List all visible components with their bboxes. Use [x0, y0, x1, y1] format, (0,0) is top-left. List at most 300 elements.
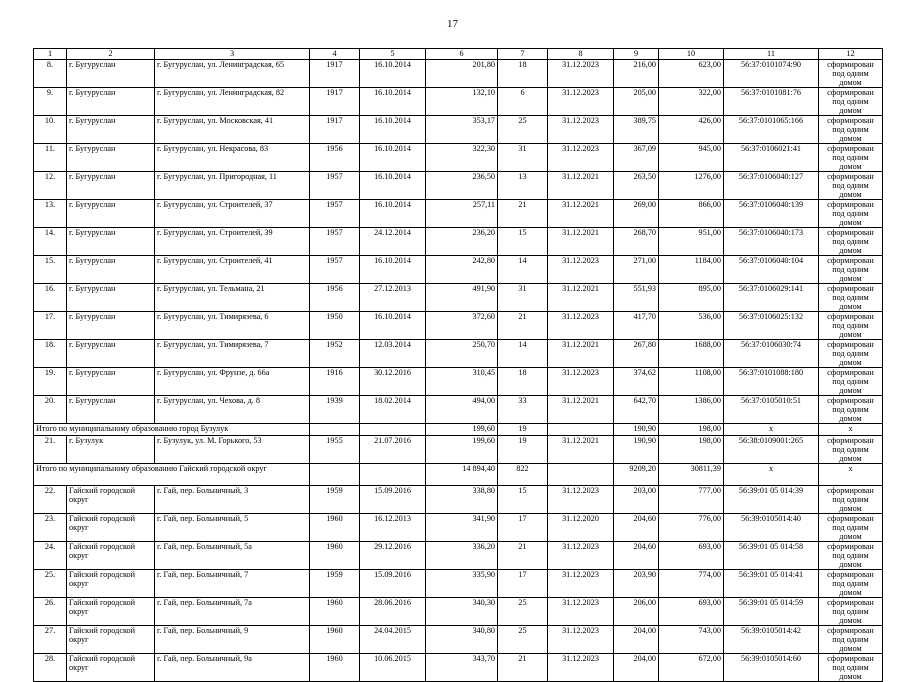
- table-cell: 642,70: [614, 396, 659, 424]
- table-row: [34, 542, 883, 570]
- table-cell: 18.02.2014: [360, 396, 426, 424]
- table-cell: г. Бугуруслан, ул. Тимирязева, 7: [155, 340, 310, 368]
- table-row: [34, 396, 883, 424]
- table-cell: 21.: [34, 436, 67, 464]
- table-cell: 1957: [310, 256, 360, 284]
- table-cell: 24.04.2015: [360, 626, 426, 654]
- table-cell: 1957: [310, 172, 360, 200]
- table-cell: г. Гай, пер. Больничный, 7а: [155, 598, 310, 626]
- table-cell: 31.12.2020: [548, 514, 614, 542]
- table-cell: 31.12.2021: [548, 436, 614, 464]
- table-row: [34, 172, 883, 200]
- table-cell: г. Бугуруслан, ул. Строителей, 37: [155, 200, 310, 228]
- subtotal-cell: [310, 424, 360, 436]
- table-cell: 203,00: [614, 486, 659, 514]
- subtotal-cell: [548, 424, 614, 436]
- table-cell: Гайский городской округ: [67, 626, 155, 654]
- table-cell: 25: [498, 116, 548, 144]
- table-row: [34, 514, 883, 542]
- table-cell: 1952: [310, 340, 360, 368]
- table-cell: 10.06.2015: [360, 654, 426, 682]
- table-cell: 56:39:0105014:42: [724, 626, 819, 654]
- subtotal-label: Итого по муниципальному образованию город Бузулук: [34, 424, 310, 436]
- table-cell: 16.10.2014: [360, 200, 426, 228]
- table-cell: 21: [498, 654, 548, 682]
- table-cell: 31: [498, 284, 548, 312]
- table-cell: 1950: [310, 312, 360, 340]
- table-cell: 17: [498, 514, 548, 542]
- table-cell: сформирован под одним домом: [819, 256, 883, 284]
- table-cell: г. Гай, пер. Больничный, 5: [155, 514, 310, 542]
- table-cell: 16.12.2013: [360, 514, 426, 542]
- table-cell: 267,80: [614, 340, 659, 368]
- table-cell: г. Бугуруслан, ул. Ленинградская, 65: [155, 60, 310, 88]
- subtotal-cell: 30811,39: [659, 464, 724, 486]
- table-cell: сформирован под одним домом: [819, 312, 883, 340]
- table-cell: 22.: [34, 486, 67, 514]
- table-cell: Гайский городской округ: [67, 542, 155, 570]
- table-cell: г. Бугуруслан, ул. Пригородная, 11: [155, 172, 310, 200]
- table-cell: сформирован под одним домом: [819, 116, 883, 144]
- table-cell: 1917: [310, 60, 360, 88]
- table-cell: 18.: [34, 340, 67, 368]
- table-cell: г. Гай, пер. Больничный, 9а: [155, 654, 310, 682]
- subtotal-cell: 19: [498, 424, 548, 436]
- subtotal-cell: 198,00: [659, 424, 724, 436]
- table-cell: 269,00: [614, 200, 659, 228]
- column-number-cell: 7: [498, 49, 548, 60]
- table-cell: 336,20: [426, 542, 498, 570]
- table-row: [34, 284, 883, 312]
- table-cell: 353,17: [426, 116, 498, 144]
- table-cell: 16.: [34, 284, 67, 312]
- table-cell: 16.10.2014: [360, 88, 426, 116]
- column-number-cell: 12: [819, 49, 883, 60]
- table-cell: 198,00: [659, 436, 724, 464]
- table-cell: сформирован под одним домом: [819, 284, 883, 312]
- table-cell: 623,00: [659, 60, 724, 88]
- table-cell: сформирован под одним домом: [819, 542, 883, 570]
- table-cell: 693,00: [659, 542, 724, 570]
- table-cell: 1956: [310, 284, 360, 312]
- table-cell: г. Бугуруслан: [67, 172, 155, 200]
- table-cell: г. Бугуруслан: [67, 284, 155, 312]
- table-cell: 31.12.2023: [548, 88, 614, 116]
- subtotal-cell: 14 894,40: [426, 464, 498, 486]
- table-cell: 56:37:0106025:132: [724, 312, 819, 340]
- table-cell: г. Гай, пер. Больничный, 3: [155, 486, 310, 514]
- table-cell: 29.12.2016: [360, 542, 426, 570]
- table-row: [34, 256, 883, 284]
- table-cell: 31.12.2023: [548, 312, 614, 340]
- table-cell: сформирован под одним домом: [819, 172, 883, 200]
- table-cell: 1917: [310, 88, 360, 116]
- table-cell: сформирован под одним домом: [819, 486, 883, 514]
- table-cell: 340,80: [426, 626, 498, 654]
- table-cell: 372,60: [426, 312, 498, 340]
- table-cell: 15.: [34, 256, 67, 284]
- table-cell: 15: [498, 486, 548, 514]
- table-cell: 19: [498, 436, 548, 464]
- table-cell: 322,30: [426, 144, 498, 172]
- table-cell: сформирован под одним домом: [819, 436, 883, 464]
- table-cell: 21: [498, 312, 548, 340]
- table-cell: 310,45: [426, 368, 498, 396]
- subtotal-cell: х: [724, 464, 819, 486]
- table-cell: 951,00: [659, 228, 724, 256]
- table-cell: 1960: [310, 514, 360, 542]
- table-cell: 494,00: [426, 396, 498, 424]
- table-cell: 21.07.2016: [360, 436, 426, 464]
- table-cell: 426,00: [659, 116, 724, 144]
- table-cell: 236,50: [426, 172, 498, 200]
- table-row: [34, 486, 883, 514]
- table-cell: 10.: [34, 116, 67, 144]
- page-number: 17: [447, 18, 458, 30]
- table-cell: 31.12.2021: [548, 200, 614, 228]
- table-cell: 204,00: [614, 626, 659, 654]
- table-cell: 31.12.2023: [548, 626, 614, 654]
- table-cell: 945,00: [659, 144, 724, 172]
- table-cell: г. Бугуруслан: [67, 228, 155, 256]
- table-cell: 15: [498, 228, 548, 256]
- table-cell: 27.12.2013: [360, 284, 426, 312]
- table-cell: 14: [498, 256, 548, 284]
- subtotal-cell: 199,60: [426, 424, 498, 436]
- table-cell: 56:38:0109001:265: [724, 436, 819, 464]
- table-cell: 56:37:0106030:74: [724, 340, 819, 368]
- table-cell: 1108,00: [659, 368, 724, 396]
- table-cell: 236,20: [426, 228, 498, 256]
- table-cell: 338,80: [426, 486, 498, 514]
- table-cell: 340,30: [426, 598, 498, 626]
- table-cell: 17.: [34, 312, 67, 340]
- table-cell: 56:37:0101065:166: [724, 116, 819, 144]
- table-cell: 56:37:0106040:104: [724, 256, 819, 284]
- subtotal-cell: 9209,20: [614, 464, 659, 486]
- table-row: [34, 116, 883, 144]
- table-cell: 31.12.2023: [548, 654, 614, 682]
- table-cell: 28.: [34, 654, 67, 682]
- table-cell: 18: [498, 368, 548, 396]
- table-cell: 26.: [34, 598, 67, 626]
- column-number-cell: 1: [34, 49, 67, 60]
- table-cell: г. Бузулук, ул. М. Горького, 53: [155, 436, 310, 464]
- table-cell: г. Бугуруслан, ул. Чехова, д. 8: [155, 396, 310, 424]
- table-cell: 56:39:0105014:60: [724, 654, 819, 682]
- table-cell: 23.: [34, 514, 67, 542]
- table-cell: 16.10.2014: [360, 144, 426, 172]
- table-cell: 21: [498, 200, 548, 228]
- subtotal-cell: [310, 464, 360, 486]
- table-cell: 56:37:0105010:51: [724, 396, 819, 424]
- table-cell: 31.12.2023: [548, 570, 614, 598]
- table-cell: г. Бугуруслан, ул. Тельмана, 21: [155, 284, 310, 312]
- table-cell: 25.: [34, 570, 67, 598]
- table-cell: 56:37:0106040:173: [724, 228, 819, 256]
- table-cell: 31.12.2023: [548, 144, 614, 172]
- subtotal-cell: 822: [498, 464, 548, 486]
- table-cell: 1955: [310, 436, 360, 464]
- table-cell: г. Бугуруслан: [67, 368, 155, 396]
- table-cell: г. Бугуруслан: [67, 88, 155, 116]
- table-cell: г. Гай, пер. Больничный, 5а: [155, 542, 310, 570]
- table-cell: 56:37:0101074:90: [724, 60, 819, 88]
- subtotal-row: [34, 464, 883, 486]
- table-cell: 30.12.2016: [360, 368, 426, 396]
- table-cell: 1688,00: [659, 340, 724, 368]
- subtotal-label: Итого по муниципальному образованию Гайский городской округ: [34, 464, 310, 486]
- table-cell: 1917: [310, 116, 360, 144]
- table-cell: г. Бугуруслан, ул. Строителей, 39: [155, 228, 310, 256]
- table-cell: сформирован под одним домом: [819, 626, 883, 654]
- table-cell: 56:39:01 05 014:41: [724, 570, 819, 598]
- column-number-cell: 5: [360, 49, 426, 60]
- table-cell: сформирован под одним домом: [819, 654, 883, 682]
- table-cell: 216,00: [614, 60, 659, 88]
- subtotal-cell: [360, 424, 426, 436]
- table-cell: 13.: [34, 200, 67, 228]
- table-row: [34, 368, 883, 396]
- table-cell: 672,00: [659, 654, 724, 682]
- housing-register-table: [33, 48, 883, 682]
- table-cell: 204,00: [614, 654, 659, 682]
- table-cell: 56:39:01 05 014:39: [724, 486, 819, 514]
- column-number-cell: 3: [155, 49, 310, 60]
- table-cell: 56:37:0106040:139: [724, 200, 819, 228]
- table-cell: 242,80: [426, 256, 498, 284]
- table-cell: 25: [498, 626, 548, 654]
- table-cell: 1386,00: [659, 396, 724, 424]
- table-cell: 1960: [310, 598, 360, 626]
- table-cell: 367,09: [614, 144, 659, 172]
- table-cell: 15.09.2016: [360, 570, 426, 598]
- table-row: [34, 340, 883, 368]
- table-cell: 12.03.2014: [360, 340, 426, 368]
- table-row: [34, 200, 883, 228]
- table-cell: 1960: [310, 654, 360, 682]
- table-cell: г. Бугуруслан: [67, 60, 155, 88]
- table-cell: г. Бугуруслан: [67, 396, 155, 424]
- subtotal-cell: 190,90: [614, 424, 659, 436]
- table-cell: 56:37:0106029:141: [724, 284, 819, 312]
- table-cell: 21: [498, 542, 548, 570]
- table-cell: 491,90: [426, 284, 498, 312]
- table-cell: 693,00: [659, 598, 724, 626]
- table-cell: сформирован под одним домом: [819, 228, 883, 256]
- table-cell: г. Бугуруслан, ул. Некрасова, 83: [155, 144, 310, 172]
- table-cell: 15.09.2016: [360, 486, 426, 514]
- table-cell: Гайский городской округ: [67, 514, 155, 542]
- table-cell: 341,90: [426, 514, 498, 542]
- table-cell: 31.12.2021: [548, 284, 614, 312]
- table-cell: 16.10.2014: [360, 312, 426, 340]
- table-cell: 56:37:0106040:127: [724, 172, 819, 200]
- table-row: [34, 60, 883, 88]
- table-cell: 31.12.2021: [548, 396, 614, 424]
- table-cell: 33: [498, 396, 548, 424]
- table-cell: 250,70: [426, 340, 498, 368]
- table-cell: 322,00: [659, 88, 724, 116]
- table-cell: 16.10.2014: [360, 172, 426, 200]
- table-row: [34, 228, 883, 256]
- table-cell: 31.12.2021: [548, 340, 614, 368]
- table-cell: сформирован под одним домом: [819, 200, 883, 228]
- table-cell: Гайский городской округ: [67, 486, 155, 514]
- table-cell: 206,00: [614, 598, 659, 626]
- table-cell: 895,00: [659, 284, 724, 312]
- subtotal-cell: [360, 464, 426, 486]
- table-cell: г. Бугуруслан: [67, 200, 155, 228]
- table-cell: 31: [498, 144, 548, 172]
- table-row: [34, 570, 883, 598]
- table-cell: 776,00: [659, 514, 724, 542]
- table-cell: сформирован под одним домом: [819, 88, 883, 116]
- table-cell: сформирован под одним домом: [819, 60, 883, 88]
- table-cell: г. Бузулук: [67, 436, 155, 464]
- table-cell: 14: [498, 340, 548, 368]
- table-cell: 1956: [310, 144, 360, 172]
- table-cell: 257,11: [426, 200, 498, 228]
- subtotal-cell: х: [819, 464, 883, 486]
- table-row: [34, 144, 883, 172]
- column-number-row: [34, 49, 883, 60]
- table-cell: 1957: [310, 228, 360, 256]
- table-cell: 31.12.2021: [548, 172, 614, 200]
- table-cell: 16.10.2014: [360, 256, 426, 284]
- table-cell: 13: [498, 172, 548, 200]
- table-cell: 204,60: [614, 514, 659, 542]
- subtotal-row: [34, 424, 883, 436]
- table-cell: сформирован под одним домом: [819, 144, 883, 172]
- table-cell: г. Бугуруслан, ул. Строителей, 41: [155, 256, 310, 284]
- table-cell: 203,90: [614, 570, 659, 598]
- table-cell: 31.12.2023: [548, 486, 614, 514]
- table-cell: г. Бугуруслан, ул. Фрунзе, д. 66а: [155, 368, 310, 396]
- table-cell: 9.: [34, 88, 67, 116]
- table-cell: 1960: [310, 542, 360, 570]
- table-cell: 28.06.2016: [360, 598, 426, 626]
- table-cell: 777,00: [659, 486, 724, 514]
- table-cell: 1960: [310, 626, 360, 654]
- table-cell: г. Бугуруслан: [67, 116, 155, 144]
- table-cell: 17: [498, 570, 548, 598]
- table-cell: 199,60: [426, 436, 498, 464]
- table-cell: 31.12.2021: [548, 228, 614, 256]
- table-cell: 1939: [310, 396, 360, 424]
- table-cell: г. Бугуруслан: [67, 144, 155, 172]
- table-cell: 132,10: [426, 88, 498, 116]
- table-cell: 6: [498, 88, 548, 116]
- table-cell: г. Бугуруслан, ул. Московская, 41: [155, 116, 310, 144]
- table-cell: 8.: [34, 60, 67, 88]
- table-cell: 20.: [34, 396, 67, 424]
- table-cell: 743,00: [659, 626, 724, 654]
- column-number-cell: 6: [426, 49, 498, 60]
- table-cell: 536,00: [659, 312, 724, 340]
- table-cell: сформирован под одним домом: [819, 570, 883, 598]
- column-number-cell: 2: [67, 49, 155, 60]
- table-cell: Гайский городской округ: [67, 654, 155, 682]
- table-cell: г. Бугуруслан: [67, 312, 155, 340]
- table-row: [34, 654, 883, 682]
- table-cell: 190,90: [614, 436, 659, 464]
- table-cell: 1276,00: [659, 172, 724, 200]
- table-cell: 56:37:0101081:76: [724, 88, 819, 116]
- table-cell: 12.: [34, 172, 67, 200]
- table-cell: 271,00: [614, 256, 659, 284]
- table-cell: сформирован под одним домом: [819, 396, 883, 424]
- table-cell: 56:39:01 05 014:59: [724, 598, 819, 626]
- table-cell: 1959: [310, 570, 360, 598]
- table-row: [34, 436, 883, 464]
- table-cell: Гайский городской округ: [67, 570, 155, 598]
- table-row: [34, 598, 883, 626]
- subtotal-cell: [548, 464, 614, 486]
- column-number-cell: 9: [614, 49, 659, 60]
- table-cell: 56:37:0101088:180: [724, 368, 819, 396]
- table-cell: г. Гай, пер. Больничный, 9: [155, 626, 310, 654]
- table-cell: 24.: [34, 542, 67, 570]
- table-cell: сформирован под одним домом: [819, 340, 883, 368]
- table-cell: 551,93: [614, 284, 659, 312]
- table-cell: г. Гай, пер. Больничный, 7: [155, 570, 310, 598]
- table-cell: 18: [498, 60, 548, 88]
- table-cell: 56:37:0106021:41: [724, 144, 819, 172]
- table-cell: 31.12.2023: [548, 116, 614, 144]
- table-cell: 1957: [310, 200, 360, 228]
- table-cell: 11.: [34, 144, 67, 172]
- column-number-cell: 8: [548, 49, 614, 60]
- column-number-cell: 10: [659, 49, 724, 60]
- table-cell: 374,62: [614, 368, 659, 396]
- column-number-cell: 11: [724, 49, 819, 60]
- table-cell: г. Бугуруслан, ул. Тимирязева, 6: [155, 312, 310, 340]
- table-cell: 56:39:0105014:40: [724, 514, 819, 542]
- table-cell: 774,00: [659, 570, 724, 598]
- table-cell: г. Бугуруслан, ул. Ленинградская, 82: [155, 88, 310, 116]
- table-cell: 31.12.2023: [548, 368, 614, 396]
- table-cell: 24.12.2014: [360, 228, 426, 256]
- table-row: [34, 88, 883, 116]
- table-cell: сформирован под одним домом: [819, 368, 883, 396]
- table-cell: 14.: [34, 228, 67, 256]
- table-cell: 335,90: [426, 570, 498, 598]
- table-cell: 1184,00: [659, 256, 724, 284]
- table-cell: 417,70: [614, 312, 659, 340]
- table-cell: 268,70: [614, 228, 659, 256]
- table-cell: 389,75: [614, 116, 659, 144]
- table-cell: 27.: [34, 626, 67, 654]
- table-cell: сформирован под одним домом: [819, 514, 883, 542]
- table-cell: г. Бугуруслан: [67, 340, 155, 368]
- subtotal-cell: х: [819, 424, 883, 436]
- table-cell: 866,00: [659, 200, 724, 228]
- table-cell: Гайский городской округ: [67, 598, 155, 626]
- subtotal-cell: х: [724, 424, 819, 436]
- table-cell: 19.: [34, 368, 67, 396]
- table-cell: 204,60: [614, 542, 659, 570]
- table-cell: 31.12.2023: [548, 598, 614, 626]
- table-cell: 205,00: [614, 88, 659, 116]
- table-cell: 31.12.2023: [548, 256, 614, 284]
- table-cell: 263,50: [614, 172, 659, 200]
- table-cell: г. Бугуруслан: [67, 256, 155, 284]
- column-number-cell: 4: [310, 49, 360, 60]
- table-cell: 25: [498, 598, 548, 626]
- table-cell: 16.10.2014: [360, 116, 426, 144]
- table-cell: 201,80: [426, 60, 498, 88]
